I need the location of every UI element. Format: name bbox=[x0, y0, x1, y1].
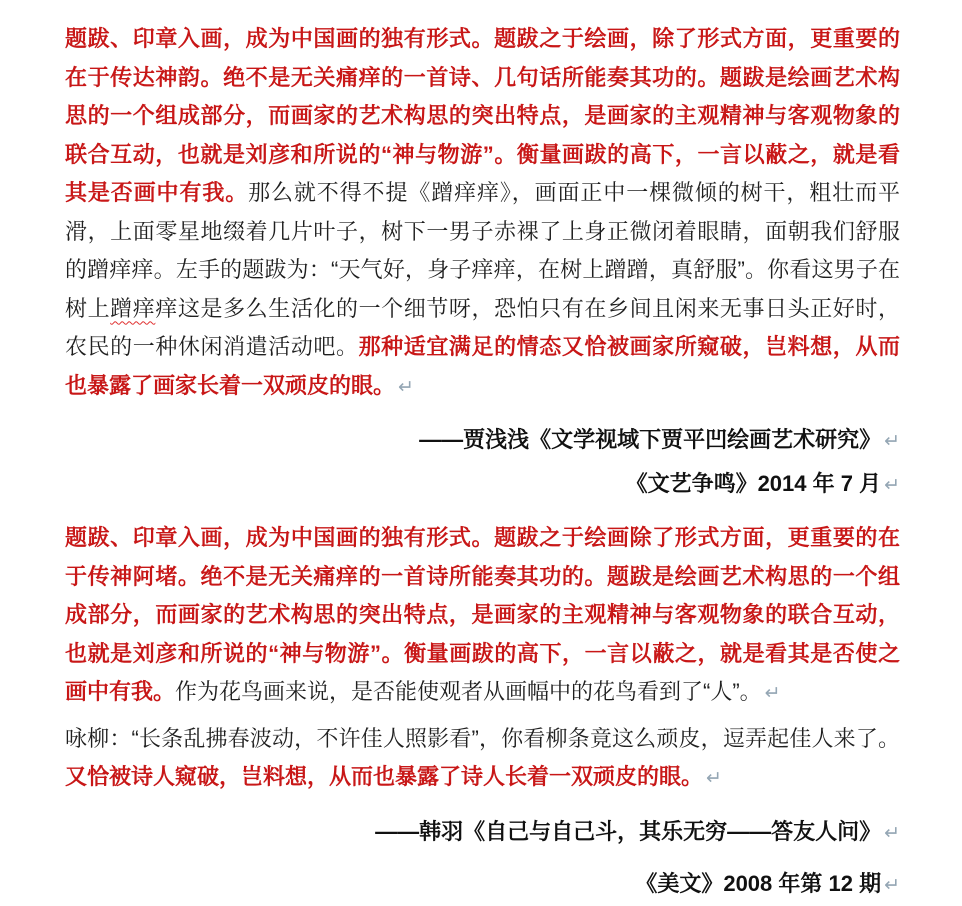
paragraph-excerpt-1 bbox=[65, 20, 900, 407]
excerpt2-red-body: 题跋、印章入画，成为中国画的独有形式。题跋之于绘画除了形式方面，更重要的在于传神阿堵。绝不是无关痛痒的一首诗所能奏其功的。题跋是绘画艺术构思的一个组成部分，而画家的艺术构思的突出特点，是画家的主观精神与客观物象的联合互动，也就是刘彦和所说的“神与物游”。衡量画跋的高下，一言以蔽之，就是看其是否使之画中有我。 bbox=[65, 525, 900, 704]
paragraph-mark-icon: ↵ bbox=[884, 875, 900, 896]
excerpt2-black-closing: 作为花鸟画来说，是否能使观者从画幅中的花鸟看到了“人”。 bbox=[175, 679, 762, 704]
attribution3-text: ——韩羽《自己与自己斗，其乐无穷——答友人问》 bbox=[375, 818, 882, 844]
attribution1-text: ——贾浅浅《文学视域下贾平凹绘画艺术研究》 bbox=[419, 427, 882, 452]
excerpt3-black-body: 咏柳：“长条乱拂春波动，不许佳人照影看”，你看柳条竟这么顽皮，逗弄起佳人来了。 bbox=[65, 725, 900, 751]
paragraph-excerpt-2 bbox=[65, 519, 900, 714]
excerpt3-red-closing: 又恰被诗人窥破，岂料想，从而也暴露了诗人长着一双顽皮的眼。 bbox=[65, 764, 704, 789]
attribution-source-2 bbox=[65, 813, 900, 854]
excerpt1-red-closing: 那种适宜满足的情态又恰被画家所窥破，岂料想，从而也暴露了画家长着一双顽皮的眼。 bbox=[65, 334, 900, 398]
paragraph-mark-icon: ↵ bbox=[884, 474, 900, 496]
attribution-journal-1 bbox=[65, 465, 900, 506]
paragraph-mark-icon: ↵ bbox=[884, 431, 900, 452]
excerpt1-red-intro: 题跋、印章入画，成为中国画的独有形式。题跋之于绘画，除了形式方面，更重要的在于传达神韵。绝不是无关痛痒的一首诗、几句话所能奏其功的。题跋是绘画艺术构思的一个组成部分，而画家的艺术构思的突出特点，是画家的主观精神与客观物象的联合互动，也就是刘彦和所说的“神与物游”。衡量画跋的高下，一言以蔽之，就是看其是否画中有我。 bbox=[65, 26, 900, 205]
paragraph-mark-icon: ↵ bbox=[884, 822, 900, 844]
attribution2-text: 《文艺争鸣》2014 年 7 月 bbox=[625, 470, 882, 496]
excerpt1-black-body: 那么就不得不提《蹭痒痒》，画面正中一棵微倾的树干，粗壮而平滑，上面零星地缀着几片叶子，树下一男子赤裸了上身正微闭着眼睛，面朝我们舒服的蹭痒痒。左手的题跋为：“天气好，身子痒痒，在树上蹭蹭，真舒服”。你看这男子在树上 bbox=[65, 180, 900, 321]
attribution-source-1 bbox=[65, 421, 900, 462]
paragraph-excerpt-3 bbox=[65, 720, 900, 799]
paragraph-mark-icon: ↵ bbox=[398, 376, 414, 398]
paragraph-mark-icon: ↵ bbox=[706, 768, 722, 789]
attribution-journal-2 bbox=[65, 865, 900, 906]
attribution4-text: 《美文》2008 年第 12 期 bbox=[635, 871, 882, 896]
excerpt1-black-body2: 痒这是多么生活化的一个细节呀，恐怕只有在乡间且闲来无事日头正好时，农民的一种休闲消遣活动吧。 bbox=[65, 295, 900, 359]
paragraph-mark-icon: ↵ bbox=[764, 683, 781, 704]
excerpt1-spellcheck-word: 蹭痒 bbox=[110, 295, 156, 321]
